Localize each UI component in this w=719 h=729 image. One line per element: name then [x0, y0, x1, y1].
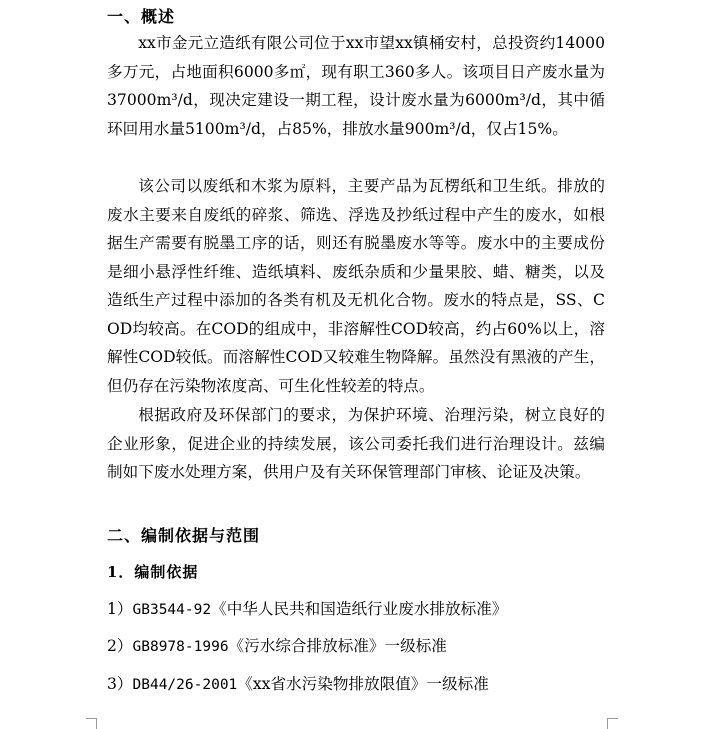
- paragraph-wastewater-characteristics: 该公司以废纸和木浆为原料，主要产品为瓦楞纸和卫生纸。排放的废水主要来自废纸的碎浆、筛选、浮选及抄纸过程中产生的废水，如根据生产需要有脱墨工序的话，则还有脱墨废水等等。废水中的主要成份是细小悬浮性纤维、造纸填料、废纸杂质和少量果胶、蜡、糖类，以及造纸生产过程中添加的各类有机及无机化合物。废水的特点是，SS、COD均较高。在COD的组成中，非溶解性COD较高，约占60%以上，溶解性COD较低。而溶解性COD又较难生物降解。虽然没有黑液的产生，但仍存在污染物浓度高、可生化性较差的特点。: [107, 177, 605, 395]
- standard-level: 一级标准: [426, 675, 489, 693]
- standard-title: 《中华人民共和国造纸行业废水排放标准》: [211, 600, 508, 618]
- item-number: 1）: [107, 600, 133, 618]
- standard-code: GB3544-92: [132, 602, 212, 618]
- page-margin-corner-left: [86, 718, 97, 729]
- standard-code: GB8978-1996: [132, 639, 229, 655]
- standard-title: 《xx省水污染物排放限值》: [237, 675, 427, 693]
- standard-code: DB44/26-2001: [132, 677, 238, 693]
- paragraph-commission: 根据政府及环保部门的要求，为保护环境、治理污染，树立良好的企业形象，促进企业的持续发展，该公司委托我们进行治理设计。兹编制如下废水处理方案，供用户及有关环保管理部门审核、论证及决策。: [107, 406, 605, 481]
- paragraph-overview: xx市金元立造纸有限公司位于xx市望xx镇桶安村，总投资约14000多万元，占地面积6000多㎡，现有职工360多人。该项目日产废水量为37000m³/d，现决定建设一期工程，设计废水量为6000m³/d，其中循环回用水量5100m³/d，占85%，排放水量900m³/d，仅占15%。: [107, 34, 605, 138]
- standard-item-3: [107, 672, 605, 694]
- standard-title: 《污水综合排放标准》: [228, 637, 385, 655]
- item-number: 3）: [107, 675, 133, 693]
- standard-item-2: [107, 634, 605, 656]
- standard-level: 一级标准: [384, 637, 447, 655]
- standard-item-1: [107, 597, 605, 619]
- page-margin-corner-right: [607, 718, 618, 729]
- basis-sub-heading: 1．编制依据: [107, 563, 199, 581]
- item-number: 2）: [107, 637, 133, 655]
- section-1-heading: 一、概述: [107, 7, 176, 26]
- section-2-heading: 二、编制依据与范围: [107, 526, 261, 545]
